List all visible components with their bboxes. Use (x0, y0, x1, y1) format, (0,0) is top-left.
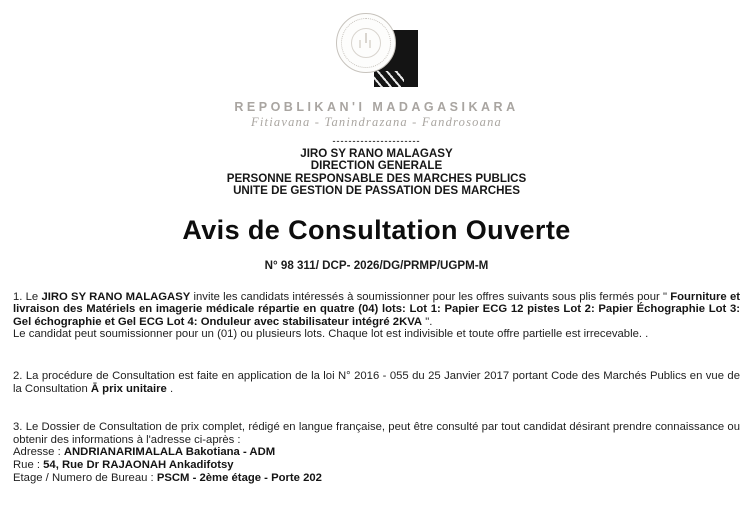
contact-street-line (13, 459, 740, 472)
paragraph-1-invitation (13, 291, 740, 341)
paragraph-3-dossier (13, 421, 740, 484)
notice-body (13, 291, 740, 485)
street-label: Rue : (13, 458, 44, 471)
p2-price-basis: Ā prix unitaire (90, 382, 167, 395)
contact-address-line (13, 446, 740, 459)
p3-text: 3. Le Dossier de Consultation de prix complet, rédigé en langue française, peut être consulté par tout candidat désirant prendre connaissance ou obtenir des informations à l'adresse ci-après : (13, 421, 740, 446)
address-value: ANDRIANARIMALALA Bakotiana - ADM (63, 446, 276, 459)
seal-circle-emblem (336, 13, 396, 73)
organization-block (0, 148, 753, 198)
state-seal-icon (336, 13, 418, 93)
org-line-direction: DIRECTION GENERALE (310, 159, 443, 173)
notice-title: Avis de Consultation Ouverte (182, 214, 571, 245)
org-line-ugpm: UNITE DE GESTION DE PASSATION DES MARCHES (233, 184, 520, 198)
org-line-company: JIRO SY RANO MALAGASY (300, 147, 453, 160)
address-label: Adresse : (13, 446, 64, 459)
contact-office-line (13, 472, 740, 485)
office-label: Etage / Numero de Bureau : (13, 471, 157, 484)
notice-reference-number: N° 98 311/ DCP- 2026/DG/PRMP/UGPM-M (264, 258, 489, 272)
office-value: PSCM - 2ème étage - Porte 202 (156, 471, 322, 484)
republic-name: REPOBLIKAN'I MADAGASIKARA (234, 100, 519, 114)
p2-text: 2. La procédure de Consultation est faite en application de la loi N° 2016 - 055 du 25 Janvier 2017 portant Code des Marchés Publics en vue de la Consultation (13, 370, 740, 395)
separator-dashes: ---------------------- (332, 136, 421, 146)
p2-suffix: . (166, 382, 174, 395)
p1-lot-note: Le candidat peut soumissionner pour un (01) ou plusieurs lots. Chaque lot est indivisible et toute offre partielle est irrecevable. . (13, 328, 649, 341)
p1-suffix: ". (422, 315, 433, 328)
street-value: 54, Rue Dr RAJAONAH Ankadifotsy (43, 458, 234, 471)
p1-procurement-object: Fourniture et livraison des Matériels en imagerie médicale répartie en quatre (04) lots: Lot 1: Papier ECG 12 pistes Lot 2: Papier Échographie Lot 3: Gel échographie et Gel ECG Lot 4: Onduleur avec stabilisateur intégré 2KVA (13, 290, 740, 328)
p1-mid: invite les candidats intéressés à soumissionner pour les offres suivants sous plis fermés pour " (190, 290, 671, 303)
p1-org-name: JIRO SY RANO MALAGASY (41, 290, 191, 303)
paragraph-2-procedure (13, 370, 740, 395)
national-motto: Fitiavana - Tanindrazana - Fandrosoana (251, 115, 502, 129)
p1-prefix: 1. Le (13, 290, 42, 303)
org-line-prmp: PERSONNE RESPONSABLE DES MARCHES PUBLICS (226, 171, 527, 185)
